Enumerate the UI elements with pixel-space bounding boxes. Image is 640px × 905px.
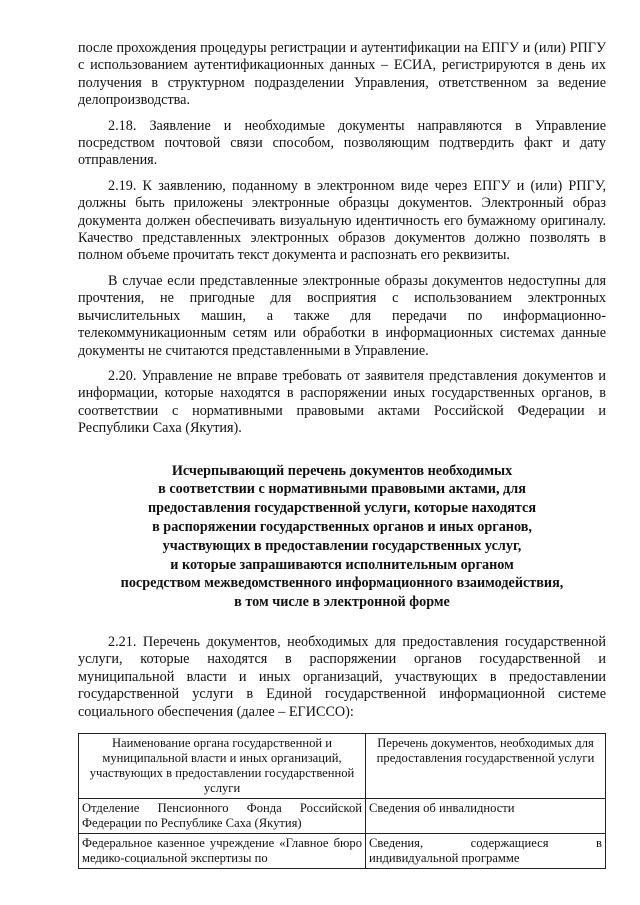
- heading-line: в том числе в электронной форме: [234, 594, 450, 611]
- heading-line: посредством межведомственного информационного взаимодействия,: [120, 575, 564, 592]
- heading-line: и которые запрашиваются исполнительным органом: [170, 556, 514, 573]
- table-header-row: [79, 733, 606, 798]
- documents-table: [78, 733, 606, 869]
- paragraph-continuation: после прохождения процедуры регистрации и аутентификации на ЕПГУ и (или) РПГУ с использованием аутентификационных данных – ЕСИА, регистрируются в день их получения в структурном подразделении Управления, ответственном за ведение делопроизводства.: [78, 40, 606, 109]
- paragraph-2-18: 2.18. Заявление и необходимые документы направляются в Управление посредством почтовой связи способом, позволяющим подтвердить факт и дату отправления.: [78, 117, 606, 169]
- paragraph-electronic-images: В случае если представленные электронные образы документов недоступны для прочтения, не пригодные для восприятия с использованием электронных вычислительных машин, а также для передачи по информационно-телекоммуникационным сетям или обработки в информационных системах данные документы не считаются представленными в Управление.: [78, 272, 606, 359]
- table-row: [79, 833, 606, 868]
- paragraph-2-21: 2.21. Перечень документов, необходимых для предоставления государственной услуги, которые находятся в распоряжении органов государственной и муниципальной власти и иных организаций, участвующих в предоставлении государственной услуги в Единой государственной информационной системе социального обеспечения (далее – ЕГИССО):: [78, 633, 606, 720]
- cell-documents: Сведения об инвалидности: [366, 798, 606, 833]
- paragraph-2-20: 2.20. Управление не вправе требовать от заявителя представления документов и информации, которые находятся в распоряжении иных государственных органов, в соответствии с нормативными правовыми актами Российской Федерации и Республики Саха (Якутия).: [78, 367, 606, 437]
- table-row: [79, 798, 606, 833]
- heading-line: участвующих в предоставлении государственных услуг,: [162, 537, 522, 554]
- heading-line: Исчерпывающий перечень документов необходимых: [171, 462, 513, 479]
- heading-line: в соответствии с нормативными правовыми актами, для: [158, 481, 526, 498]
- heading-line: в распоряжении государственных органов и иных органов,: [152, 518, 532, 535]
- cell-documents: Сведения, содержащиеся в индивидуальной программе: [366, 833, 606, 868]
- heading-line: предоставления государственной услуги, которые находятся: [147, 500, 537, 517]
- section-heading: [78, 462, 606, 612]
- header-organization: Наименование органа государственной и муниципальной власти и иных организаций, участвующих в предоставлении государственной услуги: [79, 733, 366, 798]
- cell-organization: Федеральное казенное учреждение «Главное бюро медико-социальной экспертизы по: [79, 833, 366, 868]
- header-documents: Перечень документов, необходимых для предоставления государственной услуги: [366, 733, 606, 798]
- cell-organization: Отделение Пенсионного Фонда Российской Федерации по Республике Саха (Якутия): [79, 798, 366, 833]
- paragraph-2-19: 2.19. К заявлению, поданному в электронном виде через ЕПГУ и (или) РПГУ, должны быть приложены электронные образцы документов. Электронный образ документа должен обеспечивать визуальную идентичность его бумажному оригиналу. Качество представленных электронных образов документов должно позволять в полном объеме прочитать текст документа и распознать его реквизиты.: [78, 177, 606, 264]
